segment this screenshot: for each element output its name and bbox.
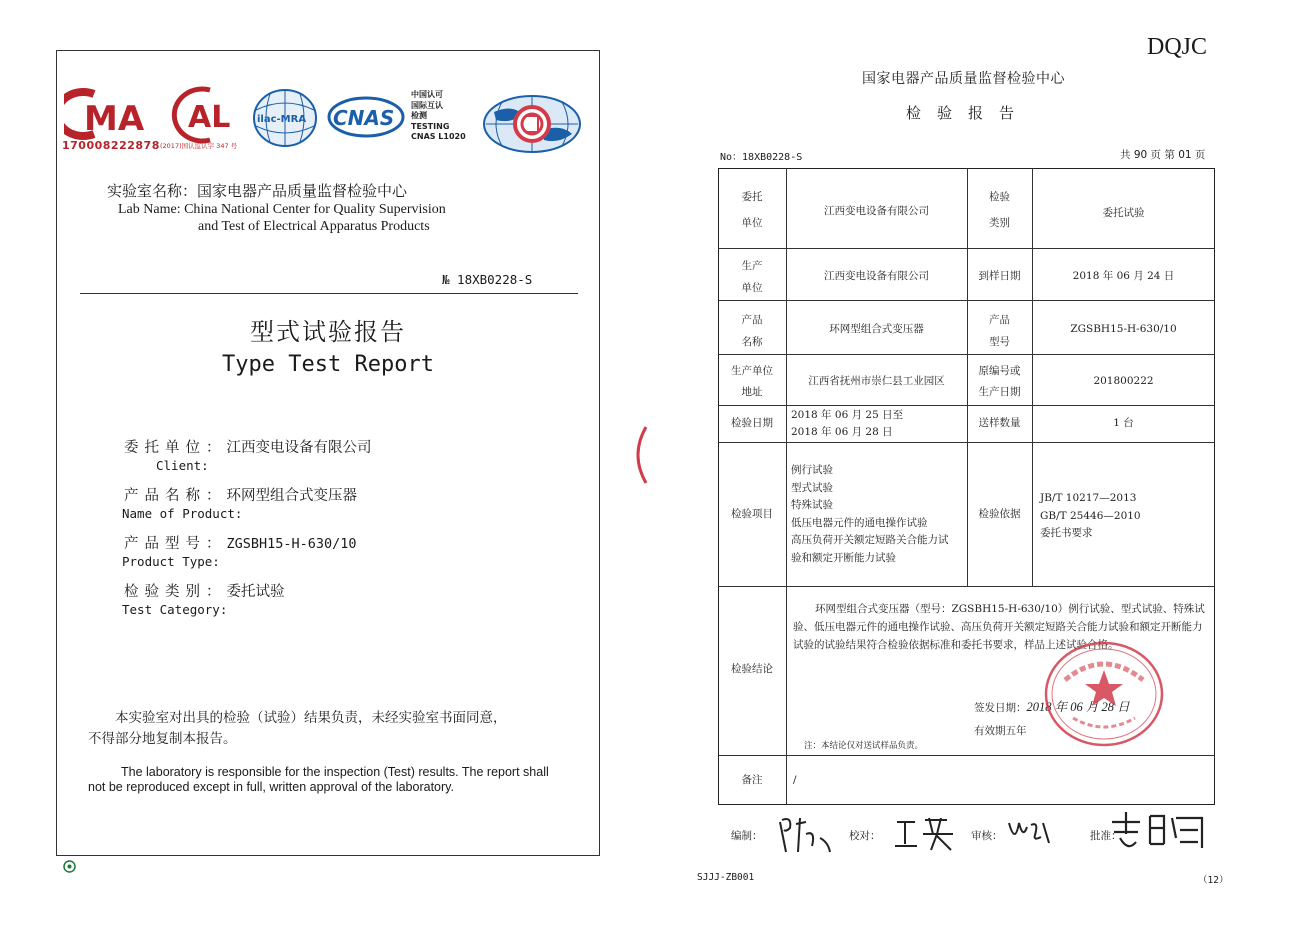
approver-label: 批准： <box>1090 830 1122 842</box>
list-item: GB/T 25446—2010 <box>1040 509 1141 522</box>
cal-logo <box>170 84 240 144</box>
serial-label-cell <box>967 362 1032 402</box>
client-label-en: Client: <box>156 458 209 473</box>
editor-label: 编制： <box>731 830 763 842</box>
cell-text: 生产 <box>741 260 763 272</box>
test-category-field <box>124 580 285 601</box>
cell-text: 类别 <box>989 217 1010 229</box>
cell-text: 单位 <box>741 217 763 229</box>
cell-text: 2018 年 06 月 28 日 <box>791 426 893 438</box>
arrival-value-cell: 2018 年 06 月 24 日 <box>1072 270 1175 282</box>
list-item: 特殊试验 <box>791 499 833 512</box>
address-value-cell: 江西省抚州市崇仁县工业园区 <box>808 375 945 387</box>
official-stamp-seal <box>1043 640 1165 748</box>
inspection-report-title: 检验报告 <box>906 104 1031 122</box>
disclaimer-en-line1: The laboratory is responsible for the inspection (Test) results. The report shall <box>121 765 549 779</box>
report-title-en: Type Test Report <box>222 352 434 377</box>
product-value-cell: 环网型组合式变压器 <box>829 323 924 335</box>
cell-text: 委托 <box>741 191 763 203</box>
cnas-line: 检测 <box>411 111 427 120</box>
cma-logo-text: MA <box>84 99 145 139</box>
address-label-cell <box>718 362 786 402</box>
cell-text: 生产日期 <box>978 386 1021 398</box>
cqc-globe-logo <box>482 94 582 154</box>
report-title-cn: 型式试验报告 <box>250 318 406 346</box>
cell-text: 产品 <box>989 314 1010 326</box>
table-row-line <box>718 755 1215 756</box>
lab-name-cn: 实验室名称：国家电器产品质量监督检验中心 <box>107 182 408 200</box>
test-category-label-en: Test Category: <box>122 602 228 617</box>
editor-signature <box>776 812 834 858</box>
cnas-line: CNAS L1020 <box>411 132 466 141</box>
cell-text: 单位 <box>741 282 763 294</box>
qty-value-cell: 1 台 <box>1113 417 1134 429</box>
list-item: 委托书要求 <box>1040 527 1093 540</box>
lab-name-en-line1: Lab Name: China National Center for Quality Supervision <box>118 202 446 217</box>
remark-label-cell: 备注 <box>741 774 763 786</box>
product-type-label: 产品型号： <box>124 536 227 552</box>
ilac-logo-text: ilac-MRA <box>257 114 307 125</box>
maker-value-cell: 江西变电设备有限公司 <box>824 270 929 282</box>
cell-text: 地址 <box>741 386 763 398</box>
test-type-value-cell: 委托试验 <box>1102 207 1145 219</box>
basis-list <box>1040 490 1210 543</box>
conclusion-label-cell: 检验结论 <box>731 663 773 675</box>
page-count: 共 90 页 第 01 页 <box>1120 149 1206 161</box>
cma-number: 170008222878 <box>62 139 160 152</box>
cell-text: 原编号或 <box>978 365 1021 377</box>
product-label-cell <box>718 311 786 352</box>
product-name-label-en: Name of Product: <box>122 506 243 521</box>
checker-signature <box>893 814 957 854</box>
cell-text: 型号 <box>989 336 1010 348</box>
small-seal-icon <box>63 860 76 873</box>
cma-logo <box>64 88 156 140</box>
client-value-cell: 江西变电设备有限公司 <box>824 205 929 217</box>
table-row-line <box>718 586 1215 587</box>
cell-text: 名称 <box>741 336 763 348</box>
product-name-value: 环网型组合式变压器 <box>226 488 357 504</box>
product-type-value: ZGSBH15-H-630/10 <box>226 536 357 552</box>
lab-name-en-line2: and Test of Electrical Apparatus Products <box>198 219 430 234</box>
model-value-cell: ZGSBH15-H-630/10 <box>1070 323 1177 335</box>
basis-label-cell: 检验依据 <box>978 508 1021 520</box>
page-number: （12） <box>1198 875 1229 886</box>
document-code: DQJC <box>1147 34 1208 60</box>
conclusion-text: 环网型组合式变压器（型号：ZGSBH15-H-630/10）例行试验、型式试验、特殊试验、低压电器元件的通电操作试验、高压负荷开关额定短路关合能力试验和额定开断能力试验的试验结果符合检验依据标准和委托书要求，样品上述试验合格。 <box>793 603 1205 651</box>
qty-label-cell: 送样数量 <box>978 417 1021 429</box>
issue-date-value: 2018 年 06 月 28 日 <box>1026 700 1130 714</box>
items-list <box>791 462 967 568</box>
cnas-caption <box>411 90 466 143</box>
disclaimer-cn-line1: 本实验室对出具的检验（试验）结果负责，未经实验室书面同意， <box>115 710 507 726</box>
items-label-cell: 检验项目 <box>731 508 773 520</box>
list-item: 例行试验 <box>791 464 833 476</box>
reviewer-label: 审核： <box>971 830 1003 842</box>
stamp-edge-fragment <box>628 425 648 485</box>
cell-text: 2018 年 06 月 25 日至 <box>791 409 904 421</box>
divider <box>80 293 578 294</box>
cell-text: 产品 <box>741 314 763 326</box>
remark-value-cell: / <box>793 774 797 786</box>
serial-value-cell: 201800222 <box>1093 375 1154 387</box>
cell-text: 检验 <box>989 191 1010 203</box>
date-value-cell <box>791 407 967 441</box>
product-type-field <box>124 532 357 553</box>
report-number: № 18XB0228-S <box>442 272 533 287</box>
conclusion-note: 注：本结论仅对送试样品负责。 <box>804 741 924 751</box>
arrival-label-cell: 到样日期 <box>978 270 1021 282</box>
client-field <box>124 436 372 457</box>
product-name-label: 产品名称： <box>124 488 227 504</box>
approver-signature <box>1106 808 1218 854</box>
list-item: 低压电器元件的通电操作试验 <box>791 516 928 529</box>
list-item: JB/T 10217—2013 <box>1040 492 1137 504</box>
form-code: SJJJ-ZB001 <box>697 872 755 883</box>
cnas-line: 国际互认 <box>411 100 443 110</box>
client-value: 江西变电设备有限公司 <box>226 440 372 456</box>
cal-subtitle: (2017)国认监认字 347 号 <box>160 142 238 150</box>
validity-text: 有效期五年 <box>974 725 1027 737</box>
cnas-line: 中国认可 <box>411 90 443 99</box>
table-col-line <box>786 168 787 805</box>
cnas-logo-text: CNAS <box>333 106 395 130</box>
center-name: 国家电器产品质量监督检验中心 <box>862 71 1065 87</box>
issue-date-label: 签发日期： <box>974 702 1027 714</box>
product-name-field <box>124 484 357 505</box>
cal-logo-text: AL <box>188 100 231 135</box>
test-category-value: 委托试验 <box>226 584 285 600</box>
report-number-right: No：18XB0228-S <box>720 152 803 163</box>
list-item: 高压负荷开关额定短路关合能力试 <box>791 534 949 547</box>
cnas-line: TESTING <box>411 121 450 131</box>
test-type-label-cell <box>967 188 1032 233</box>
client-label-cell <box>718 188 786 233</box>
ilac-mra-logo <box>252 88 318 148</box>
model-label-cell <box>967 311 1032 352</box>
reviewer-signature <box>1005 815 1053 849</box>
product-type-label-en: Product Type: <box>122 554 220 569</box>
client-label: 委托单位： <box>124 440 227 456</box>
cell-text: 生产单位 <box>731 365 773 377</box>
maker-label-cell <box>718 257 786 298</box>
list-item: 型式试验 <box>791 481 833 494</box>
date-label-cell: 检验日期 <box>731 417 773 429</box>
test-category-label: 检验类别： <box>124 584 227 600</box>
checker-label: 校对： <box>849 830 881 842</box>
disclaimer-en-line2: not be reproduced except in full, written approval of the laboratory. <box>88 780 454 794</box>
list-item: 验和额定开断能力试验 <box>791 551 896 564</box>
cnas-logo <box>327 96 405 138</box>
disclaimer-cn-line2: 不得部分地复制本报告。 <box>88 731 237 747</box>
